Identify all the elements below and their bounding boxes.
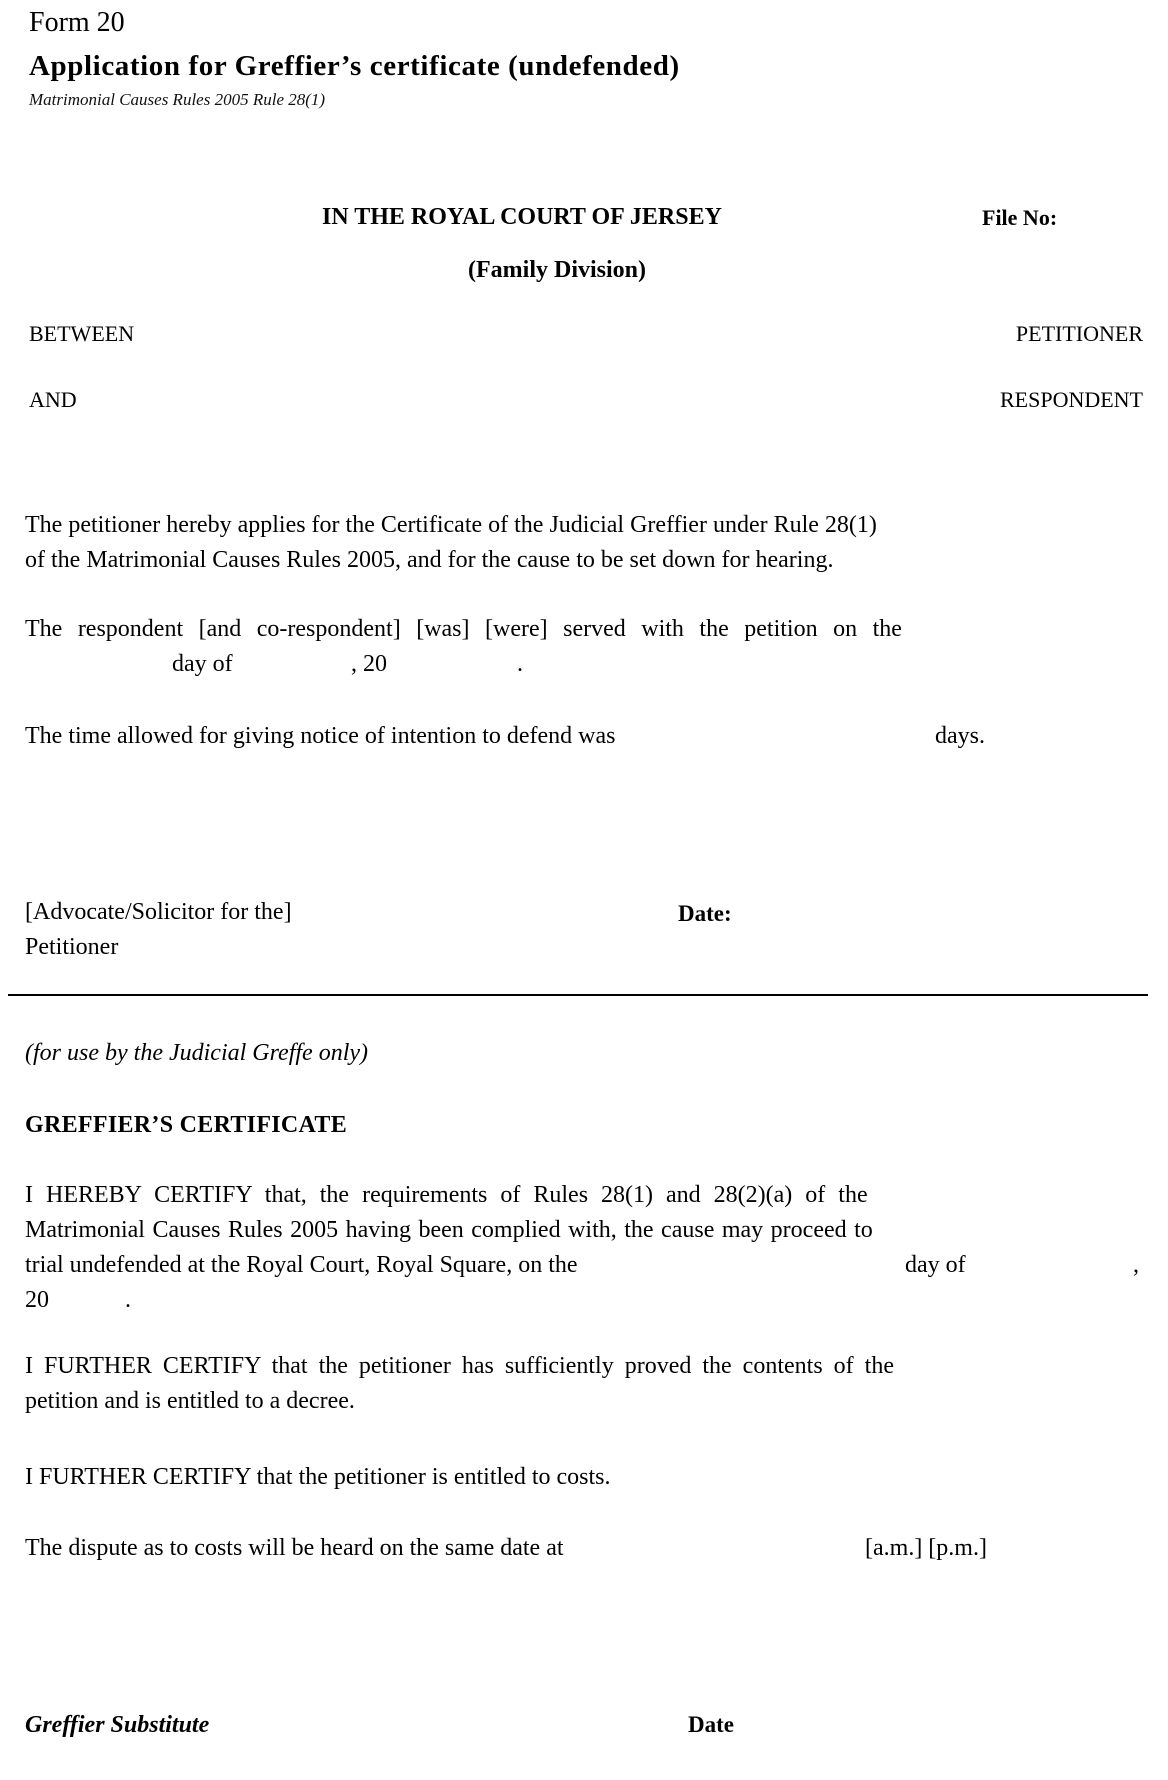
- further-certify-costs-paragraph: [25, 1460, 1143, 1495]
- paragraph-text: I FURTHER CERTIFY that the petitioner is entitled to costs.: [25, 1464, 611, 1490]
- signer-block: [25, 895, 292, 965]
- service-paragraph: [25, 612, 1143, 682]
- and-label: AND: [29, 387, 77, 412]
- paragraph-line: [25, 1213, 1143, 1248]
- year-prefix: , 20: [351, 651, 387, 677]
- certify-paragraph: [25, 1178, 1143, 1318]
- application-paragraph: [25, 508, 1143, 578]
- form-subtitle: Matrimonial Causes Rules 2005 Rule 28(1): [29, 90, 326, 109]
- paragraph-text: The petitioner hereby applies for the Certificate of the Judicial Greffier under Rule 28(1): [25, 512, 877, 538]
- paragraph-text: trial undefended at the Royal Court, Royal Square, on the: [25, 1252, 578, 1278]
- date-label: Date:: [678, 901, 732, 926]
- comma: ,: [1133, 1252, 1139, 1278]
- service-date-line: [25, 647, 1143, 682]
- paragraph-text: Matrimonial Causes Rules 2005 having been complied with, the cause may proceed to: [25, 1217, 873, 1243]
- paragraph-line: [25, 1531, 1143, 1566]
- paragraph-text: The dispute as to costs will be heard on the same date at: [25, 1535, 564, 1561]
- paragraph-text: The time allowed for giving notice of intention to defend was: [25, 723, 616, 749]
- paragraph-line: [25, 612, 1143, 647]
- between-label: BETWEEN: [29, 321, 135, 346]
- form-title: Application for Greffier’s certificate (undefended): [29, 50, 680, 82]
- sentence-end: .: [125, 1287, 131, 1313]
- costs-dispute-paragraph: [25, 1531, 1143, 1566]
- year-prefix: 20: [25, 1287, 49, 1313]
- paragraph-line: [25, 1283, 1143, 1318]
- court-name: IN THE ROYAL COURT OF JERSEY: [322, 204, 722, 230]
- paragraph-line: [25, 508, 1143, 543]
- sentence-end: .: [517, 651, 523, 677]
- paragraph-line: [25, 1248, 1143, 1283]
- paragraph-text: The respondent [and co-respondent] [was] [were] served with the petition on the: [25, 616, 902, 642]
- signer-line: [Advocate/Solicitor for the]: [25, 899, 292, 925]
- respondent-label: RESPONDENT: [999, 387, 1143, 412]
- notice-period-paragraph: [25, 719, 1143, 754]
- day-of-label: day of: [172, 651, 233, 677]
- greffe-use-note: (for use by the Judicial Greffe only): [25, 1040, 369, 1066]
- petitioner-label: PETITIONER: [1015, 321, 1143, 346]
- paragraph-line: [25, 719, 1143, 754]
- paragraph-line: [25, 543, 1143, 578]
- court-division: (Family Division): [468, 257, 646, 283]
- days-label: days.: [935, 723, 985, 749]
- paragraph-line: [25, 1460, 1143, 1495]
- paragraph-line: [25, 1349, 1143, 1384]
- paragraph-text: I FURTHER CERTIFY that the petitioner has sufficiently proved the contents of the: [25, 1353, 894, 1379]
- signer-line: Petitioner: [25, 934, 119, 960]
- form-number: Form 20: [29, 7, 125, 38]
- paragraph-line: [25, 1178, 1143, 1213]
- file-no-label: File No:: [982, 205, 1058, 230]
- paragraph-text: I HEREBY CERTIFY that, the requirements of Rules 28(1) and 28(2)(a) of the: [25, 1182, 868, 1208]
- paragraph-line: [25, 1384, 1143, 1419]
- paragraph-text: of the Matrimonial Causes Rules 2005, and for the cause to be set down for hearing.: [25, 547, 834, 573]
- section-divider: [8, 994, 1148, 996]
- certificate-date-label: Date: [688, 1712, 734, 1737]
- further-certify-decree-paragraph: [25, 1349, 1143, 1419]
- paragraph-text: petition and is entitled to a decree.: [25, 1388, 355, 1414]
- certificate-heading: GREFFIER’S CERTIFICATE: [25, 1112, 348, 1138]
- day-of-label: day of: [905, 1252, 966, 1278]
- am-pm-options: [a.m.] [p.m.]: [865, 1535, 987, 1561]
- greffier-substitute-label: Greffier Substitute: [25, 1712, 210, 1738]
